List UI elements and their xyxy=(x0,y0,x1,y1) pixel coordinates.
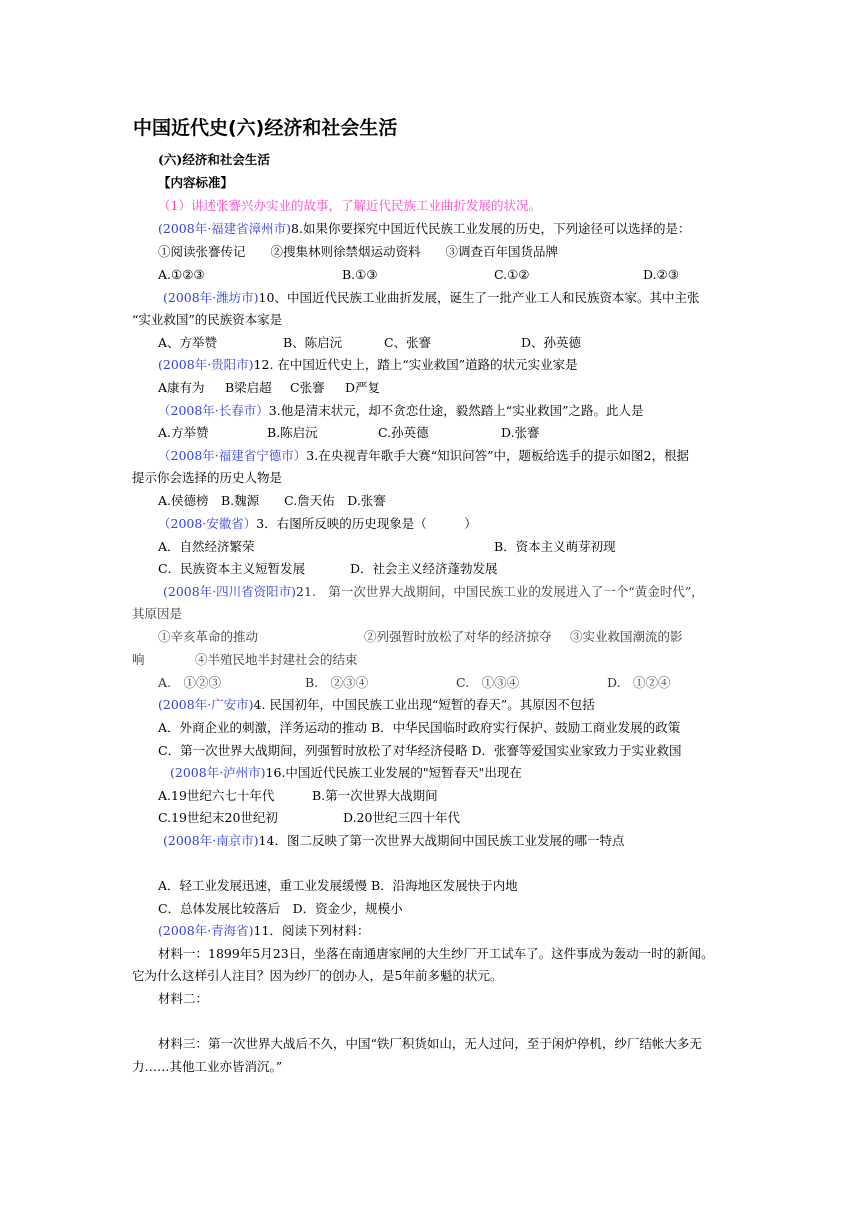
standard-label: 【内容标准】 xyxy=(158,175,234,190)
option-d: D.张謇 xyxy=(501,425,540,440)
option-c: C张謇 xyxy=(290,380,325,395)
option-b: B．资本主义萌芽初现 xyxy=(494,539,616,554)
material-1-cont: 它为什么这样引人注目？因为纱厂的创办人，是5年前多魁的状元。 xyxy=(132,968,503,983)
options-line-1: A．外商企业的刺激，洋务运动的推动 B．中华民国临时政府实行保护、鼓励工商业发展的政策 xyxy=(158,720,681,735)
question-text: 16.中国近代民族工业发展的"短暂春天"出现在 xyxy=(265,765,522,780)
option-a: A、方举赞 xyxy=(158,335,218,350)
question-text: 21. 第一次世界大战期间，中国民族工业的发展进入了一个“黄金时代”， xyxy=(296,584,704,599)
question-text: 10、中国近代民族工业曲折发展，诞生了一批产业工人和民族资本家。其中主张 xyxy=(258,290,700,305)
question-text: 3.他是清末状元，却不贪恋仕途，毅然踏上“实业救国”之路。此人是 xyxy=(268,403,644,418)
question-source: (2008年·广安市) xyxy=(158,697,254,712)
question-source: （2008年·福建省宁德市） xyxy=(158,448,307,463)
question-text: 14．图二反映了第一次世界大战期间中国民族工业发展的哪一特点 xyxy=(258,833,625,848)
page-title: 中国近代史(六)经济和社会生活 xyxy=(133,117,398,139)
question-text-cont: 提示你会选择的历史人物是 xyxy=(132,470,283,485)
option-b: B. ②③④ xyxy=(305,675,369,690)
question-text: 3.在央视青年歌手大赛“知识问答”中，题板给选手的提示如图2，根据 xyxy=(306,448,689,463)
option-a: A.19世纪六七十年代 xyxy=(158,788,275,803)
question-text: 8.如果你要探究中国近代民族工业发展的历史，下列途径可以选择的是： xyxy=(291,221,691,236)
item-3: ③实业救国潮流的影 xyxy=(570,629,683,644)
question-source: (2008年·南京市) xyxy=(163,833,259,848)
options: A.侯德榜 B.魏源 C.詹天佑 D.张謇 xyxy=(158,493,386,508)
material-3-cont: 力……其他工业亦皆消沉。” xyxy=(132,1059,283,1074)
options-line-2: C．总体发展比较落后 D．资金少，规模小 xyxy=(158,901,403,916)
question-text: 11．阅读下列材料： xyxy=(253,923,370,938)
question-source: (2008年·青海省) xyxy=(158,923,254,938)
option-a: A.方举赞 xyxy=(158,425,209,440)
item-1: ①辛亥革命的推动 xyxy=(158,629,259,644)
option-c: C．民族资本主义短暂发展 xyxy=(158,561,306,576)
option-d: D.②③ xyxy=(643,267,679,282)
question-text: 3．右图所反映的历史现象是（ ） xyxy=(256,516,477,531)
question-source: （2008·安徽省） xyxy=(158,516,257,531)
section-heading: (六)经济和社会生活 xyxy=(158,152,270,167)
option-c: C. ①③④ xyxy=(456,675,520,690)
question-source: (2008年·四川省资阳市) xyxy=(163,584,297,599)
material-2: 材料二： xyxy=(158,991,209,1006)
standard-text: （1）讲述张謇兴办实业的故事，了解近代民族工业曲折发展的状况。 xyxy=(158,198,541,213)
question-text-cont: “实业救国”的民族资本家是 xyxy=(132,312,283,327)
option-b: B梁启超 xyxy=(225,380,272,395)
option-c: C.①② xyxy=(494,267,530,282)
question-source: （2008年·长春市） xyxy=(158,403,269,418)
question-text: 4. 民国初年，中国民族工业出现“短暂的春天”。其原因不包括 xyxy=(253,697,595,712)
question-1 xyxy=(158,221,690,237)
question-5 xyxy=(158,448,689,464)
item-2: ②列强暂时放松了对华的经济掠夺 xyxy=(364,629,552,644)
question-9 xyxy=(170,765,522,781)
option-d: D、孙英德 xyxy=(521,335,582,350)
question-10 xyxy=(163,833,624,849)
option-c: C.孙英德 xyxy=(378,425,429,440)
question-7 xyxy=(163,584,704,600)
question-4 xyxy=(158,403,644,419)
question-6 xyxy=(158,516,477,532)
option-c: C.19世纪末20世纪初 xyxy=(158,810,278,825)
options-line-2: C．第一次世界大战期间，列强暂时放松了对华经济侵略 D．张謇等爱国实业家致力于实业救国 xyxy=(158,743,682,758)
option-d: D严复 xyxy=(345,380,381,395)
options-line-1: A．轻工业发展迅速，重工业发展缓慢 B．沿海地区发展快于内地 xyxy=(158,878,518,893)
question-source: (2008年·潍坊市) xyxy=(163,290,259,305)
question-text-cont: 其原因是 xyxy=(132,606,183,621)
question-source: (2008年·贵阳市) xyxy=(158,357,254,372)
question-source: (2008年·泸州市) xyxy=(170,765,266,780)
question-text: 12. 在中国近代史上，踏上“实业救国”道路的状元实业家是 xyxy=(253,357,578,372)
option-b: B.①③ xyxy=(342,267,378,282)
item-3-cont: 响 xyxy=(132,652,145,667)
option-b: B.陈启沅 xyxy=(267,425,318,440)
question-2 xyxy=(163,290,699,306)
option-d: D.20世纪三四十年代 xyxy=(343,810,460,825)
question-source: (2008年·福建省漳州市) xyxy=(158,221,292,236)
material-3: 材料三：第一次世界大战后不久，中国“铁厂积货如山，无人过问，至于闲炉停机，纱厂结帐大多无 xyxy=(158,1036,702,1051)
question-11 xyxy=(158,923,369,939)
material-1: 材料一：1899年5月23日，坐落在南通唐家闸的大生纱厂开工试车了。这件事成为轰动一时的新闻。 xyxy=(158,946,714,961)
question-3 xyxy=(158,357,578,373)
option-b: B、陈启沅 xyxy=(283,335,343,350)
item-4: ④半殖民地半封建社会的结束 xyxy=(195,652,358,667)
option-a: A.①②③ xyxy=(158,267,205,282)
option-d: D. ①②④ xyxy=(607,675,671,690)
option-c: C、张謇 xyxy=(384,335,432,350)
option-b: B.第一次世界大战期间 xyxy=(312,788,438,803)
option-a: A. ①②③ xyxy=(158,675,222,690)
question-8 xyxy=(158,697,595,713)
option-a: A康有为 xyxy=(158,380,205,395)
question-items: ①阅读张謇传记 ②搜集林则徐禁烟运动资料 ③调查百年国货品牌 xyxy=(158,244,559,259)
option-d: D．社会主义经济蓬勃发展 xyxy=(350,561,498,576)
option-a: A．自然经济繁荣 xyxy=(158,539,255,554)
